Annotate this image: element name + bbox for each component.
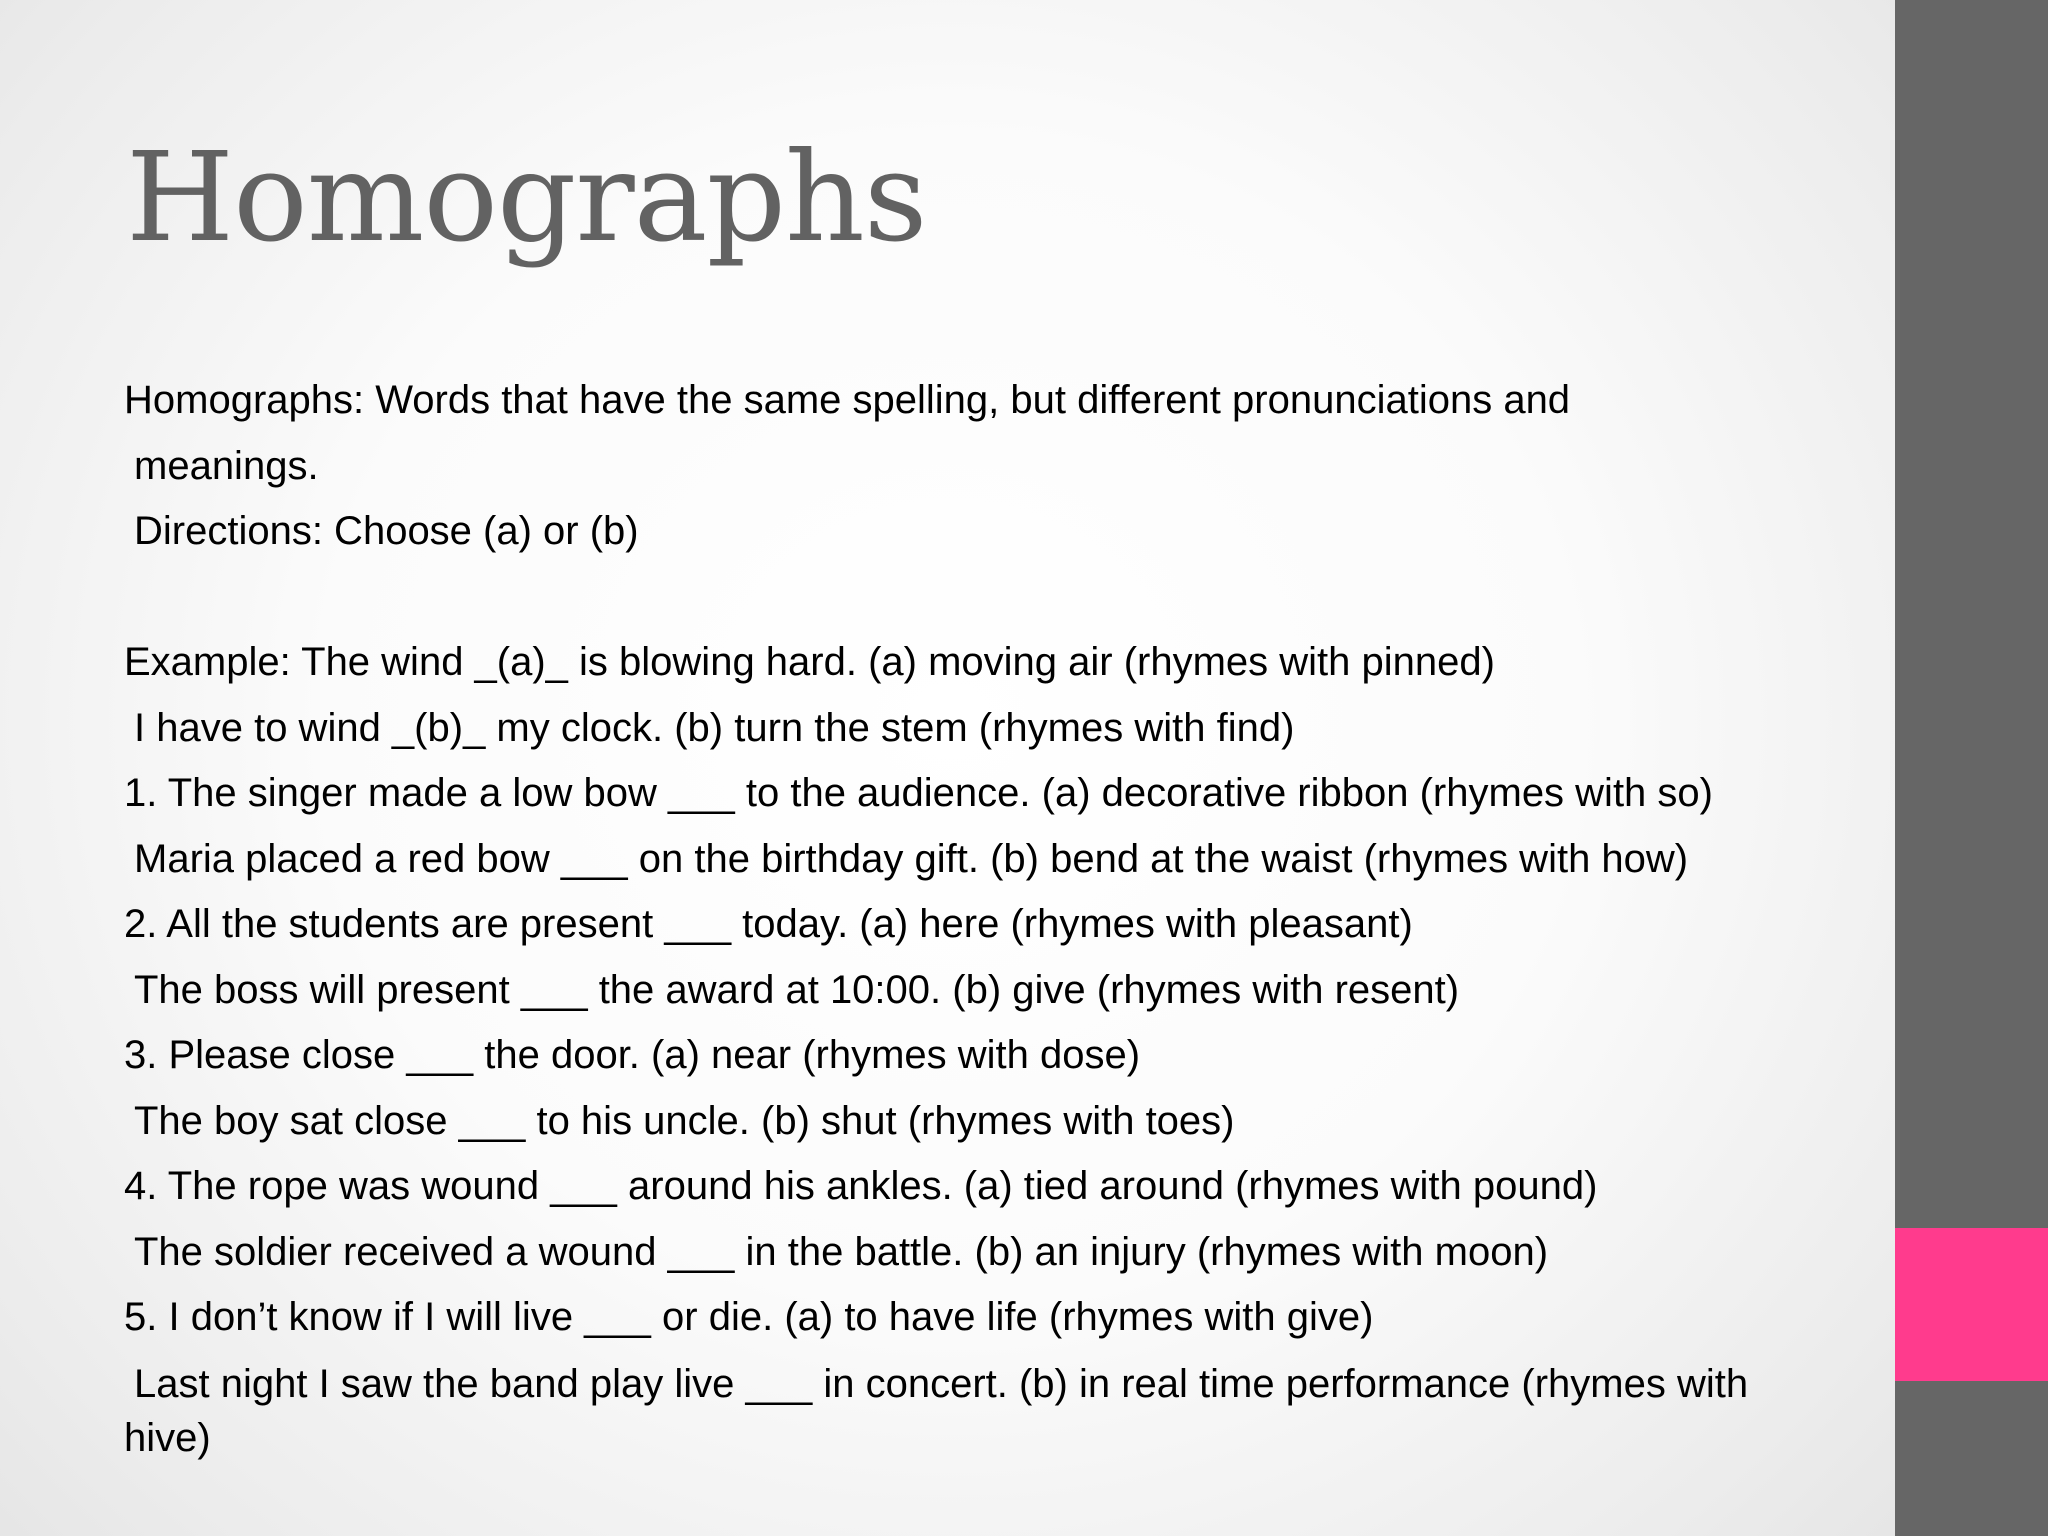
item-3-line-a: 3. Please close ___ the door. (a) near (rhymes with dose) xyxy=(124,1033,1141,1077)
item-4-line-b: The soldier received a wound ___ in the battle. (b) an injury (rhymes with moon) xyxy=(134,1229,1549,1274)
blank-line xyxy=(124,565,1824,631)
item-2-line-b: The boss will present ___ the award at 10:00. (b) give (rhymes with resent) xyxy=(134,967,1460,1012)
item-4-line-a: 4. The rope was wound ___ around his ankles. (a) tied around (rhymes with pound) xyxy=(124,1164,1598,1208)
directions-line: Directions: Choose (a) or (b) xyxy=(134,509,639,553)
slide-title: Homographs xyxy=(126,126,927,270)
item-2-line-a: 2. All the students are present ___ today. (a) here (rhymes with pleasant) xyxy=(124,902,1413,946)
item-5-line-a: 5. I don’t know if I will live ___ or die. (a) to have life (rhymes with give) xyxy=(124,1295,1374,1339)
item-1-line-b: Maria placed a red bow ___ on the birthday gift. (b) bend at the waist (rhymes with how) xyxy=(134,836,1689,881)
slide-body xyxy=(124,368,1824,1465)
item-1-line-a: 1. The singer made a low bow ___ to the audience. (a) decorative ribbon (rhymes with so) xyxy=(124,771,1713,815)
item-5-line-b-text: Last night I saw the band play live ___ in concert. (b) in real time performance (rhymes with hive) xyxy=(124,1361,1749,1460)
definition-continuation: meanings. xyxy=(134,443,319,488)
example-line-a: Example: The wind _(a)_ is blowing hard. (a) moving air (rhymes with pinned) xyxy=(124,640,1495,684)
definition-line: Homographs: Words that have the same spelling, but different pronunciations and xyxy=(124,378,1571,422)
example-line-b: I have to wind _(b)_ my clock. (b) turn the stem (rhymes with find) xyxy=(134,705,1295,750)
item-3-line-b: The boy sat close ___ to his uncle. (b) shut (rhymes with toes) xyxy=(134,1098,1235,1143)
item-5-line-b xyxy=(124,1351,1764,1465)
side-accent xyxy=(1895,1228,2048,1381)
